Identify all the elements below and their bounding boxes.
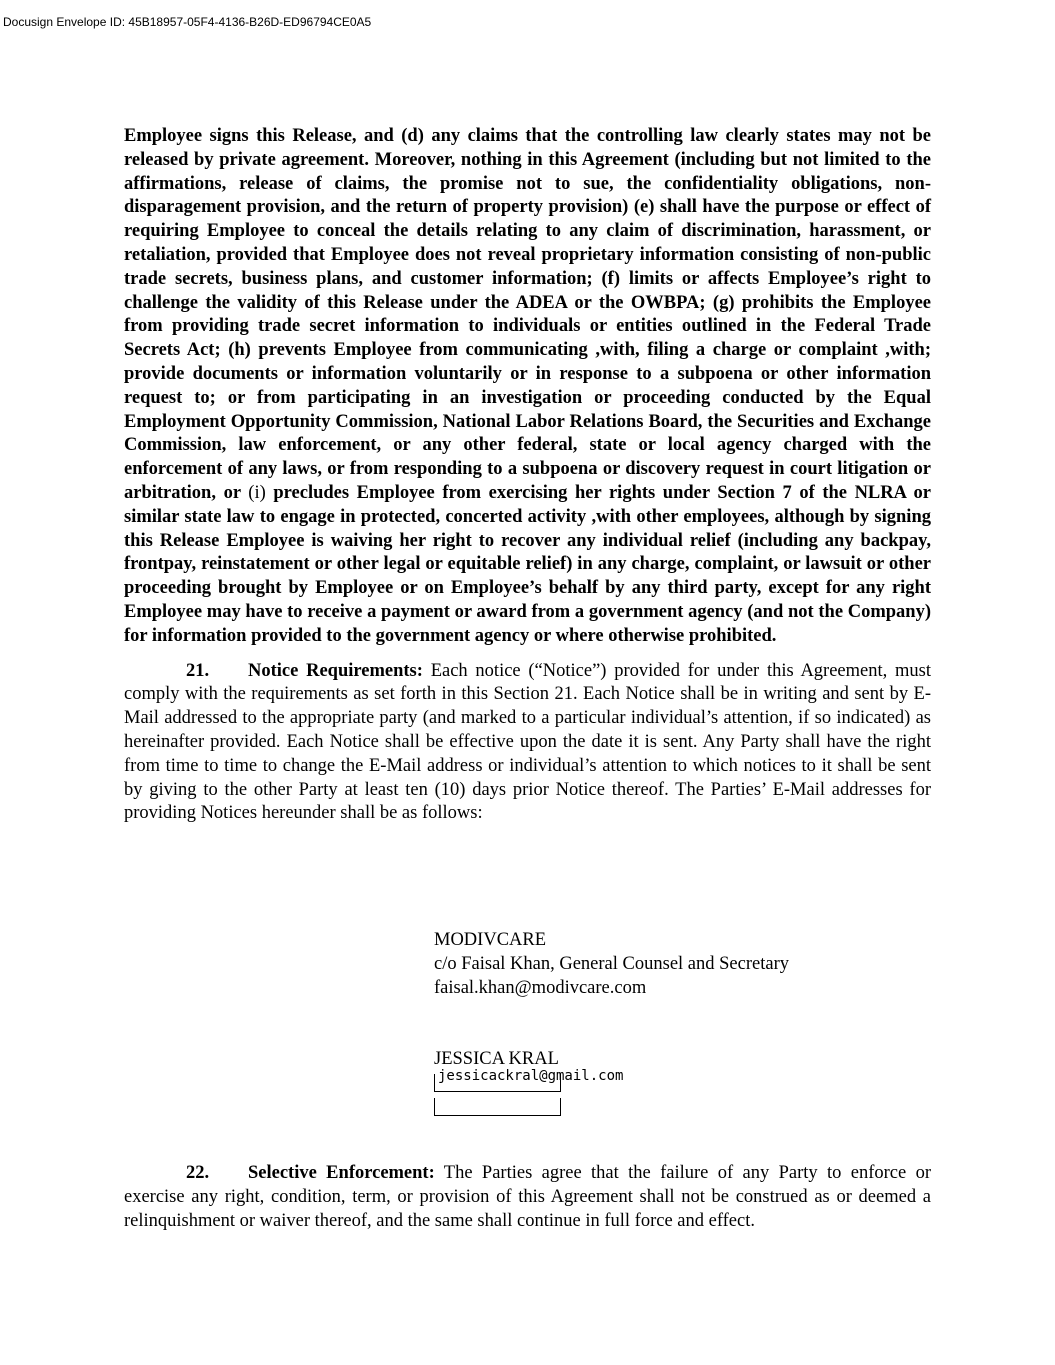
section-heading: Notice Requirements:	[248, 660, 423, 681]
release-continuation-paragraph	[124, 125, 931, 649]
docusign-envelope-id: Docusign Envelope ID: 45B18957-05F4-4136-B26D-ED96794CE0A5	[3, 15, 372, 29]
document-body-lower	[124, 1162, 931, 1233]
employee-email-typed: jessicackral@gmail.com	[438, 1068, 624, 1084]
document-body	[124, 125, 931, 826]
company-email: faisal.khan@modivcare.com	[434, 978, 647, 998]
employee-name: JESSICA KRAL	[434, 1049, 559, 1069]
section-22-selective-enforcement	[124, 1162, 931, 1233]
company-attention: c/o Faisal Khan, General Counsel and Secretary	[434, 954, 789, 974]
section-21-notice-requirements	[124, 660, 931, 827]
section-number: 21.	[186, 660, 210, 681]
section-text: The Parties agree that the failure of any Party to enforce or exercise any right, condition, term, or provision of this Agreement shall not be construed as or deemed a relinquishment or waiver thereof, and the same shall continue in full force and effect.	[124, 1163, 931, 1231]
employee-address-blank[interactable]	[434, 1098, 561, 1116]
clause-i-marker: (i)	[248, 482, 266, 503]
company-notice-address	[434, 928, 789, 1000]
continuation-text-part-1: Employee signs this Release, and (d) any claims that the controlling law clearly states may not be released by private agreement. Moreover, nothing in this Agreement (including but not limited to the affirmations, release of claims, the promise not to sue, the confidentiality obligations, non-disparagement provision, and the return of property provision) (e) shall have the purpose or effect of requiring Employee to conceal the details relating to any claim of discrimination, harassment, or retaliation, provided that Employee does not reveal proprietary information consisting of non-public trade secrets, business plans, and customer information; (f) limits or affects Employee’s right to challenge the validity of this Release under the ADEA or the OWBPA; (g) prohibits the Employee from providing trade secret information to individuals or entities outlined in the Federal Trade Secrets Act; (h) prevents Employee from communicating ,with, filing a charge or complaint ,with; provide documents or information voluntarily or in response to a subpoena or other information request to; or from participating in an investigation or proceeding conducted by the Equal Employment Opportunity Commission, National Labor Relations Board, the Securities and Exchange Commission, law enforcement, or any other federal, state or local agency charged with the enforcement of any laws, or from responding to a subpoena or discovery request in court litigation or arbitration, or	[124, 126, 931, 503]
section-heading: Selective Enforcement:	[248, 1163, 435, 1183]
continuation-text-part-2: precludes Employee from exercising her rights under Section 7 of the NLRA or similar state law to engage in protected, concerted activity ,with other employees, although by signing this Release Employee is waiving her right to recover any individual relief (including any backpay, frontpay, reinstatement or other legal or equitable relief) in any charge, complaint, or lawsuit or other proceeding brought by Employee or on Employee’s behalf by any third party, except for any right Employee may have to receive a payment or award from a government agency (and not the Company) for information provided to the government agency or where otherwise prohibited.	[124, 482, 932, 646]
company-name: MODIVCARE	[434, 930, 547, 950]
section-number: 22.	[186, 1163, 210, 1183]
section-text: Each notice (“Notice”) provided for under this Agreement, must comply with the requirements as set forth in this Section 21. Each Notice shall be in writing and sent by E-Mail addressed to the appropriate party (and marked to a particular individual’s attention, if so indicated) as hereinafter provided. Each Notice shall be effective upon the date it is sent. Any Party shall have the right from time to time to change the E-Mail address or individual’s attention to which notices to it shall be sent by giving to the other Party at least ten (10) days prior Notice thereof. The Parties’ E-Mail addresses for providing Notices hereunder shall be as follows:	[124, 660, 931, 824]
